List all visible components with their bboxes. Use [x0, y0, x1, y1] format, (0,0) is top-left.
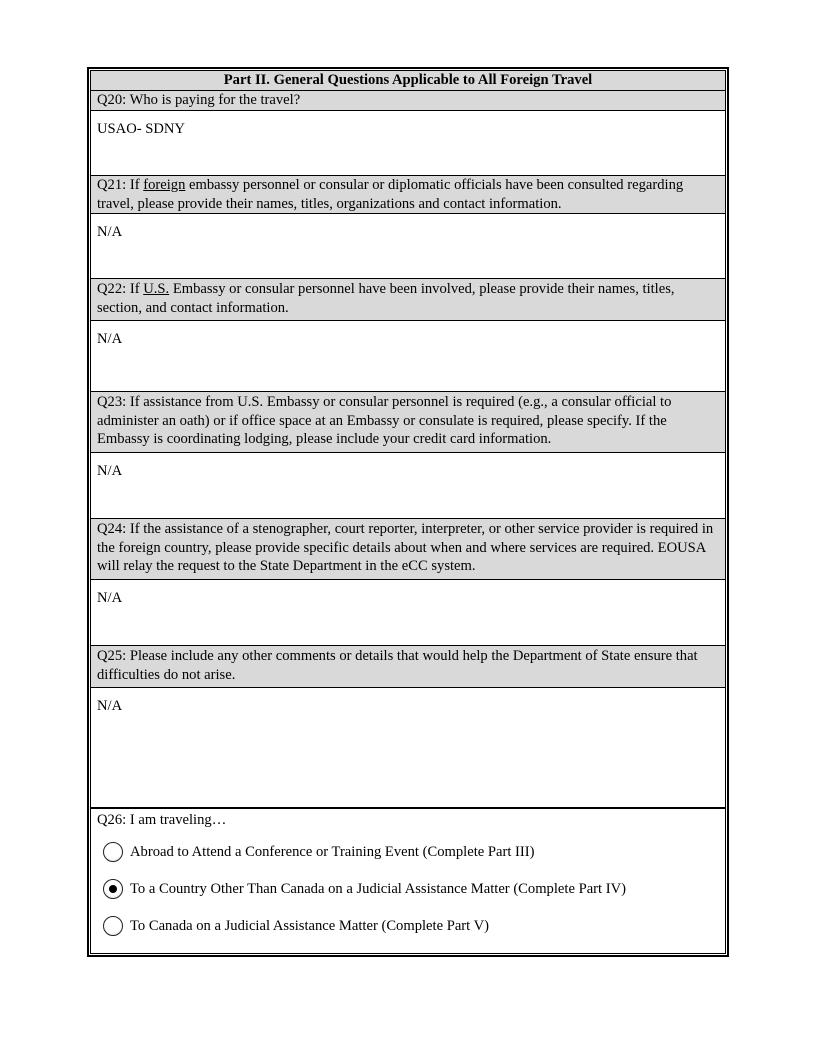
q26-option-judicial-other[interactable]: [103, 879, 626, 899]
radio-button-icon[interactable]: [103, 916, 123, 936]
q24-question: Q24: If the assistance of a stenographer, court reporter, interpreter, or other service provider is required in the foreign country, please provide specific details about when and where services are required. EOUSA will relay the request to the State Department in the eCC system.: [91, 519, 725, 580]
q21-answer-field[interactable]: [91, 214, 725, 279]
radio-button-selected-icon[interactable]: [103, 879, 123, 899]
q25-question: Q25: Please include any other comments or details that would help the Department of State ensure that difficulties do not arise.: [91, 646, 725, 688]
form-table: [90, 70, 726, 954]
q26-option-label: Abroad to Attend a Conference or Training Event (Complete Part III): [130, 843, 535, 860]
q20-answer-text: USAO- SDNY: [97, 121, 185, 137]
radio-button-icon[interactable]: [103, 842, 123, 862]
q21-question: Q21: If foreign embassy personnel or consular or diplomatic officials have been consulted regarding travel, please provide their names, titles, organizations and contact information.: [91, 176, 725, 214]
q26-option-label: To Canada on a Judicial Assistance Matter (Complete Part V): [130, 917, 490, 934]
q26-section: [91, 809, 725, 953]
q25-answer-field[interactable]: [91, 688, 725, 809]
q24-answer-field[interactable]: [91, 580, 725, 646]
q25-answer-text: N/A: [97, 698, 123, 714]
q26-option-judicial-canada[interactable]: [103, 916, 489, 936]
q21-answer-text: N/A: [97, 224, 123, 240]
form-part-ii: [87, 67, 729, 957]
q26-option-conference[interactable]: [103, 842, 534, 862]
q20-answer-field[interactable]: [91, 111, 725, 176]
q23-answer-text: N/A: [97, 463, 123, 479]
q23-question: Q23: If assistance from U.S. Embassy or consular personnel is required (e.g., a consular official to administer an oath) or if office space at an Embassy or consulate is required, please specify. If the Embassy is coordinating lodging, please include your credit card information.: [91, 392, 725, 453]
part-title: Part II. General Questions Applicable to All Foreign Travel: [91, 71, 725, 91]
q22-underlined-word: U.S.: [143, 281, 170, 297]
q22-answer-field[interactable]: [91, 321, 725, 392]
q21-underlined-word: foreign: [143, 177, 186, 193]
q23-answer-field[interactable]: [91, 453, 725, 519]
q22-question: Q22: If U.S. Embassy or consular personnel have been involved, please provide their names, titles, section, and contact information.: [91, 279, 725, 321]
q20-question: Q20: Who is paying for the travel?: [91, 91, 725, 111]
q26-question: Q26: I am traveling…: [97, 812, 227, 828]
q26-option-label: To a Country Other Than Canada on a Judicial Assistance Matter (Complete Part IV): [130, 880, 626, 897]
q22-answer-text: N/A: [97, 331, 123, 347]
q24-answer-text: N/A: [97, 590, 123, 606]
